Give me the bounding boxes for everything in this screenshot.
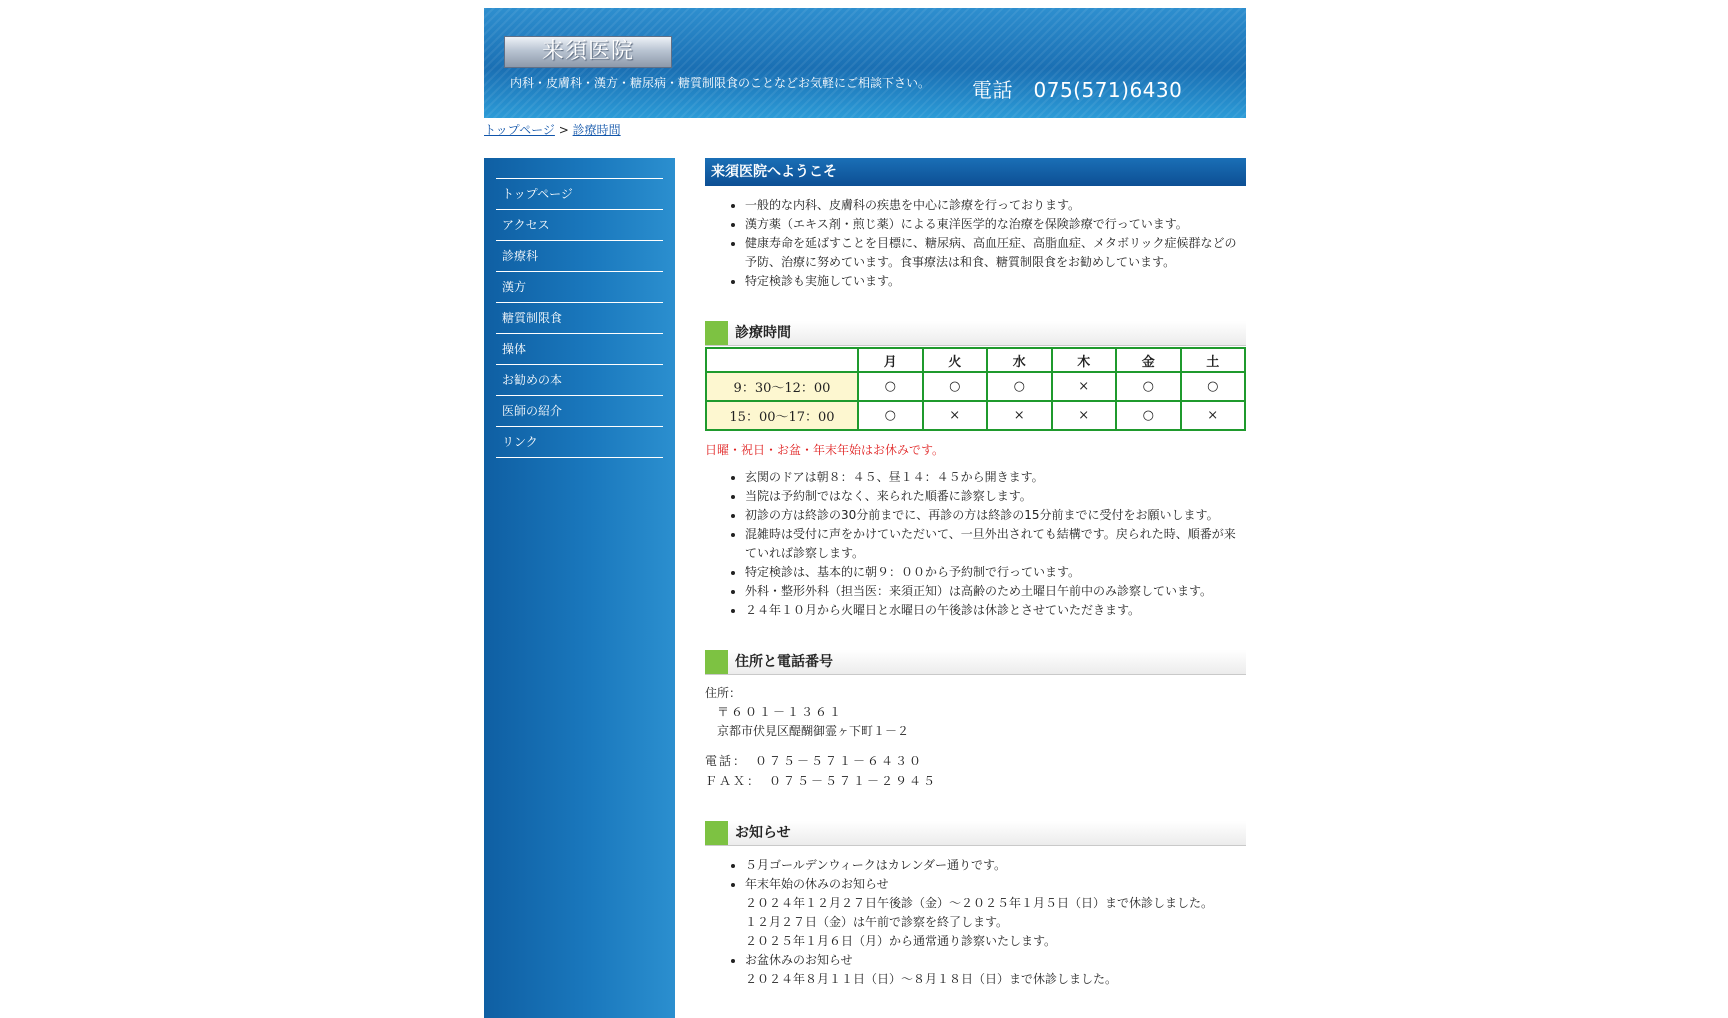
site-header <box>484 8 1246 118</box>
table-row <box>706 401 1245 430</box>
address-heading-text: 住所と電話番号 <box>735 654 833 670</box>
breadcrumb-separator: > <box>554 123 573 137</box>
day-header: 土 <box>1181 348 1246 372</box>
mark-cell: ○ <box>858 372 923 401</box>
list-item <box>745 875 1246 951</box>
mark-cell: ○ <box>923 372 988 401</box>
news-line: • 年末年始の休みのお知らせ <box>745 877 889 891</box>
sidebar-item-low-carb-diet[interactable]: 糖質制限食 <box>496 303 663 334</box>
mark-cell: ○ <box>987 372 1052 401</box>
street-address: 京都市伏見区醍醐御霊ヶ下町１－２ <box>717 724 910 738</box>
mark-cell: × <box>1181 401 1246 430</box>
breadcrumb-home-link[interactable]: トップページ <box>484 123 555 137</box>
welcome-list <box>705 196 1246 291</box>
news-line: • お盆休みのお知らせ <box>745 953 853 967</box>
list-item: • 初診の方は終診の30分前までに、再診の方は終診の15分前までに受付をお願いします。 <box>745 506 1246 525</box>
list-item: • 混雑時は受付に声をかけていただいて、一旦外出されても結構です。戻られた時、順番が来ていれば診察します。 <box>745 525 1246 563</box>
sidebar-item-links[interactable]: リンク <box>496 427 663 458</box>
day-header: 水 <box>987 348 1052 372</box>
news-heading <box>705 821 1246 846</box>
news-list <box>705 856 1246 989</box>
news-line: ２０２４年１２月２７日午後診（金）～２０２５年１月５日（日）まで休診しました。 <box>745 896 1214 910</box>
mark-cell: × <box>923 401 988 430</box>
news-line: １２月２７日（金）は午前で診察を終了します。 <box>745 915 1009 929</box>
breadcrumb-current-link[interactable]: 診療時間 <box>572 123 621 137</box>
list-item: • 漢方薬（エキス剤・煎じ薬）による東洋医学的な治療を保険診療で行っています。 <box>745 215 1246 234</box>
breadcrumb <box>484 121 1246 141</box>
hours-table <box>705 347 1246 431</box>
news-line: • ５月ゴールデンウィークはカレンダー通りです。 <box>745 858 1007 872</box>
list-item: • 特定検診も実施しています。 <box>745 272 1246 291</box>
table-row <box>706 372 1245 401</box>
sidebar-item-departments[interactable]: 診療科 <box>496 241 663 272</box>
mark-cell: × <box>987 401 1052 430</box>
list-item: • 玄関のドアは朝８：４５、昼１４：４５から開きます。 <box>745 468 1246 487</box>
header-phone: 電話 075(571)6430 <box>972 78 1183 102</box>
mark-cell: × <box>1052 372 1117 401</box>
day-header: 月 <box>858 348 923 372</box>
list-item: • 外科・整形外科（担当医：来須正知）は高齢のため土曜日午前中のみ診察しています。 <box>745 582 1246 601</box>
hours-notes-list <box>705 468 1246 620</box>
list-item: • 一般的な内科、皮膚科の疾患を中心に診療を行っております。 <box>745 196 1246 215</box>
list-item <box>745 951 1246 989</box>
sidebar-item-recommended-books[interactable]: お勧めの本 <box>496 365 663 396</box>
heading-marker <box>705 321 728 345</box>
mark-cell: × <box>1052 401 1117 430</box>
hours-heading <box>705 321 1246 346</box>
page <box>484 8 1246 986</box>
closed-days-notice: 日曜・祝日・お盆・年末年始はお休みです。 <box>705 443 945 457</box>
day-header: 金 <box>1116 348 1181 372</box>
postal-code: 〒６０１－１３６１ <box>717 705 844 719</box>
news-line: ２０２４年８月１１日（日）～８月１８日（日）まで休診しました。 <box>745 972 1118 986</box>
mark-cell: ○ <box>1116 372 1181 401</box>
news-line: ２０２５年１月６日（月）から通常通り診察いたします。 <box>745 934 1057 948</box>
address-heading <box>705 650 1246 675</box>
sidebar-item-sotai[interactable]: 操体 <box>496 334 663 365</box>
main-content <box>705 158 1246 989</box>
welcome-heading: 来須医院へようこそ <box>705 158 1246 186</box>
list-item: • 健康寿命を延ばすことを目標に、糖尿病、高血圧症、高脂血症、メタボリック症候群などの予防、治療に努めています。食事療法は和食、糖質制限食をお勧めしています。 <box>745 234 1246 272</box>
news-heading-text: お知らせ <box>735 825 791 841</box>
table-corner-cell <box>706 348 858 372</box>
time-cell: 9：30～12：00 <box>706 372 858 401</box>
list-item <box>745 856 1246 875</box>
mark-cell: ○ <box>1181 372 1246 401</box>
sidebar-nav <box>496 178 663 458</box>
list-item: • 当院は予約制ではなく、来られた順番に診察します。 <box>745 487 1246 506</box>
list-item: • ２４年１０月から火曜日と水曜日の午後診は休診とさせていただきます。 <box>745 601 1246 620</box>
telephone-number: 電話： ０７５－５７１－６４３０ <box>705 754 924 768</box>
table-header-row <box>706 348 1245 372</box>
heading-marker <box>705 650 728 674</box>
site-logo[interactable]: 来須医院 <box>504 36 672 68</box>
hours-heading-text: 診療時間 <box>735 325 791 341</box>
site-tagline: 内科・皮膚科・漢方・糖尿病・糖質制限食のことなどお気軽にご相談下さい。 <box>510 76 931 90</box>
sidebar <box>484 158 675 1018</box>
day-header: 火 <box>923 348 988 372</box>
sidebar-item-top[interactable]: トップページ <box>496 179 663 210</box>
sidebar-item-doctors[interactable]: 医師の紹介 <box>496 396 663 427</box>
contact-numbers <box>705 751 1246 791</box>
heading-marker <box>705 821 728 845</box>
time-cell: 15：00～17：00 <box>706 401 858 430</box>
address-label: 住所： <box>705 686 742 700</box>
fax-number: ＦＡＸ： ０７５－５７１－２９４５ <box>705 774 938 788</box>
day-header: 木 <box>1052 348 1117 372</box>
sidebar-item-access[interactable]: アクセス <box>496 210 663 241</box>
address-block <box>705 684 1246 741</box>
mark-cell: ○ <box>1116 401 1181 430</box>
sidebar-item-kampo[interactable]: 漢方 <box>496 272 663 303</box>
mark-cell: ○ <box>858 401 923 430</box>
list-item: • 特定検診は、基本的に朝９：００から予約制で行っています。 <box>745 563 1246 582</box>
